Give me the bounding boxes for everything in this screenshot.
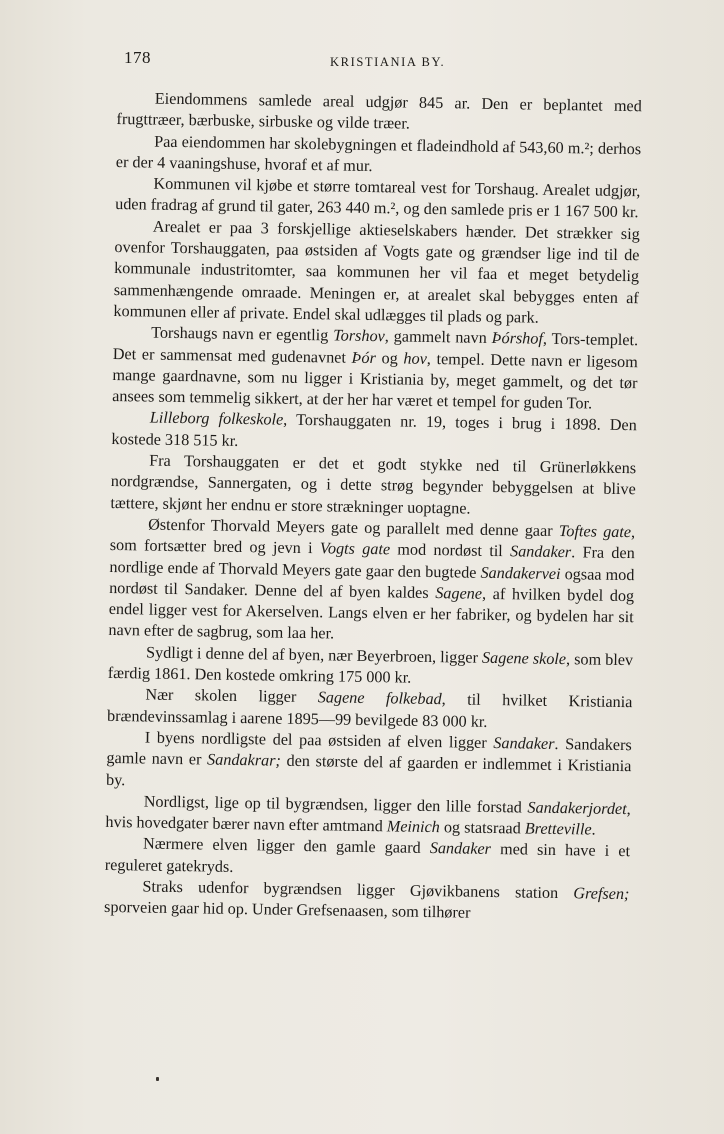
italic-term: Torshov: [333, 326, 385, 346]
running-head: KRISTIANIA BY.: [330, 55, 446, 69]
italic-term: Sandakerjordet: [527, 798, 627, 818]
text-run: , hvis hovedgater bærer navn efter amtmand: [105, 799, 631, 836]
italic-term: Þórshof: [491, 329, 544, 348]
paragraph: Kommunen vil kjøbe et større tomtareal vest for Torshaug. Arealet udgjør, uden fradrag af grund til gater, 263 440 m.², og den samlede pris er 1 167 500 kr.: [115, 174, 641, 222]
italic-term: Meinich: [386, 817, 441, 837]
text-run: sporveien gaar hid op. Under Grefsenaasen, som tilhører: [103, 898, 471, 922]
text-run: , som blev færdig 1861. Den kostede omkring 175 000 kr.: [107, 649, 634, 687]
italic-term: Sandaker: [429, 839, 492, 859]
text-run: , af hvilken bydel dog endel ligger vest for Akerselven. Langs elven er her fabriker, og bydelen har sit navn efter de sagbrug, som laa her.: [108, 584, 635, 643]
italic-term: Sagene skole: [481, 648, 567, 668]
text-run: Nær skolen ligger: [145, 685, 318, 707]
text-run: .: [591, 820, 596, 839]
italic-term: Toftes gate: [558, 521, 632, 542]
text-run: I byens nordligste del paa østsiden af elven ligger: [144, 728, 494, 752]
italic-term: Sandakervei: [480, 563, 561, 583]
text-run: og statsraad: [439, 818, 525, 838]
text-run: Nærmere elven ligger den gamle gaard: [142, 834, 430, 858]
page-number: 178: [124, 48, 151, 67]
text-run: og: [375, 348, 404, 368]
italic-term: hov: [403, 349, 427, 368]
italic-term: Lilleborg folkeskole: [149, 409, 284, 430]
text-run: , Torshauggaten nr. 19, toges i brug i 1898. Den kostede 318 515 kr.: [111, 411, 637, 450]
paragraph: Fra Torshauggaten er det et godt stykke ned til Grünerløkkens nordgrændse, Sannergaten, og i dette strøg begynder bebyggelsen at blive tættere, skjønt her endnu er store strækninger uoptagne.: [110, 451, 637, 518]
body-text: [104, 88, 642, 927]
italic-term: Grefsen;: [573, 884, 630, 904]
text-run: Sydligt i denne del af byen, nær Beyerbroen, ligger: [145, 643, 483, 667]
text-run: ogsaa mod nordøst til Sandaker. Denne del af byen kaldes: [109, 564, 635, 602]
ink-speck: [156, 1077, 159, 1081]
text-run: . Fra den nordlige ende af Thorvald Meyers gate gaar den bugtede: [109, 543, 635, 582]
text-run: , Tors-templet. Det er sammensat med gudenavnet: [112, 329, 639, 367]
text-run: Torshaugs navn er egentlig: [151, 323, 334, 345]
italic-term: Sagene: [435, 583, 483, 603]
text-run: Nordligst, lige op til bygrændsen, ligger den lille forstad: [143, 792, 528, 817]
text-run: , til hvilket Kristiania brændevinssamlag i aarene 1895—99 bevilgede 83 000 kr.: [107, 690, 633, 731]
italic-term: Sandakrar;: [206, 750, 282, 770]
text-run: den største del af gaarden er indlemmet i Kristiania by.: [105, 751, 632, 789]
text-run: Straks udenfor bygrændsen ligger Gjøvikbanens station: [142, 877, 574, 903]
text-run: , tempel. Dette navn er ligesom mange gaardnavne, som nu ligger i Kristiania by, meget gammelt, og det tør ansees som temmelig sikkert, at der her har været et tempel for guden Tor.: [112, 349, 638, 413]
italic-term: Þór: [351, 348, 377, 367]
paragraph: [106, 727, 632, 799]
italic-term: Sandaker: [509, 542, 572, 562]
paragraph: [112, 322, 638, 415]
italic-term: Vogts gate: [319, 539, 391, 559]
paragraph: Arealet er paa 3 forskjellige aktieselskabers hænder. Det strækker sig ovenfor Torshauggaten, paa østsiden af Vogts gate og grændser lige ind til de kommunale industritomter, saa kommunen her vil faa et meget betydelig sammenhængende omraade. Meningen er, at arealet skal bebygges enten af kommunen eller af private. Endel skal udlægges til plads og park.: [113, 217, 640, 327]
paragraph: Paa eiendommen har skolebygningen et fladeindhold af 543,60 m.²; derhos er der 4 vaaningshuse, hvoraf et af mur.: [115, 132, 642, 175]
text-run: , som fortsætter bred og jevn i: [109, 523, 636, 558]
text-run: med sin have i et reguleret gatekryds.: [104, 840, 631, 876]
text-run: . Sandakers gamle navn er: [106, 734, 632, 769]
paragraph: [104, 876, 630, 927]
italic-term: Sagene folkebad: [317, 688, 442, 709]
paragraph: Eiendommens samlede areal udgjør 845 ar. Den er beplantet med frugttræer, bærbuske, sirbuske og vilde træer.: [116, 89, 642, 133]
text-run: Østenfor Thorvald Meyers gate og parallelt med denne gaar: [148, 515, 560, 540]
text-run: , gammelt navn: [384, 327, 492, 348]
italic-term: Sandaker: [493, 733, 555, 753]
italic-term: Bretteville: [524, 819, 592, 839]
paragraph: [108, 514, 635, 650]
text-run: mod nordøst til: [389, 540, 511, 561]
